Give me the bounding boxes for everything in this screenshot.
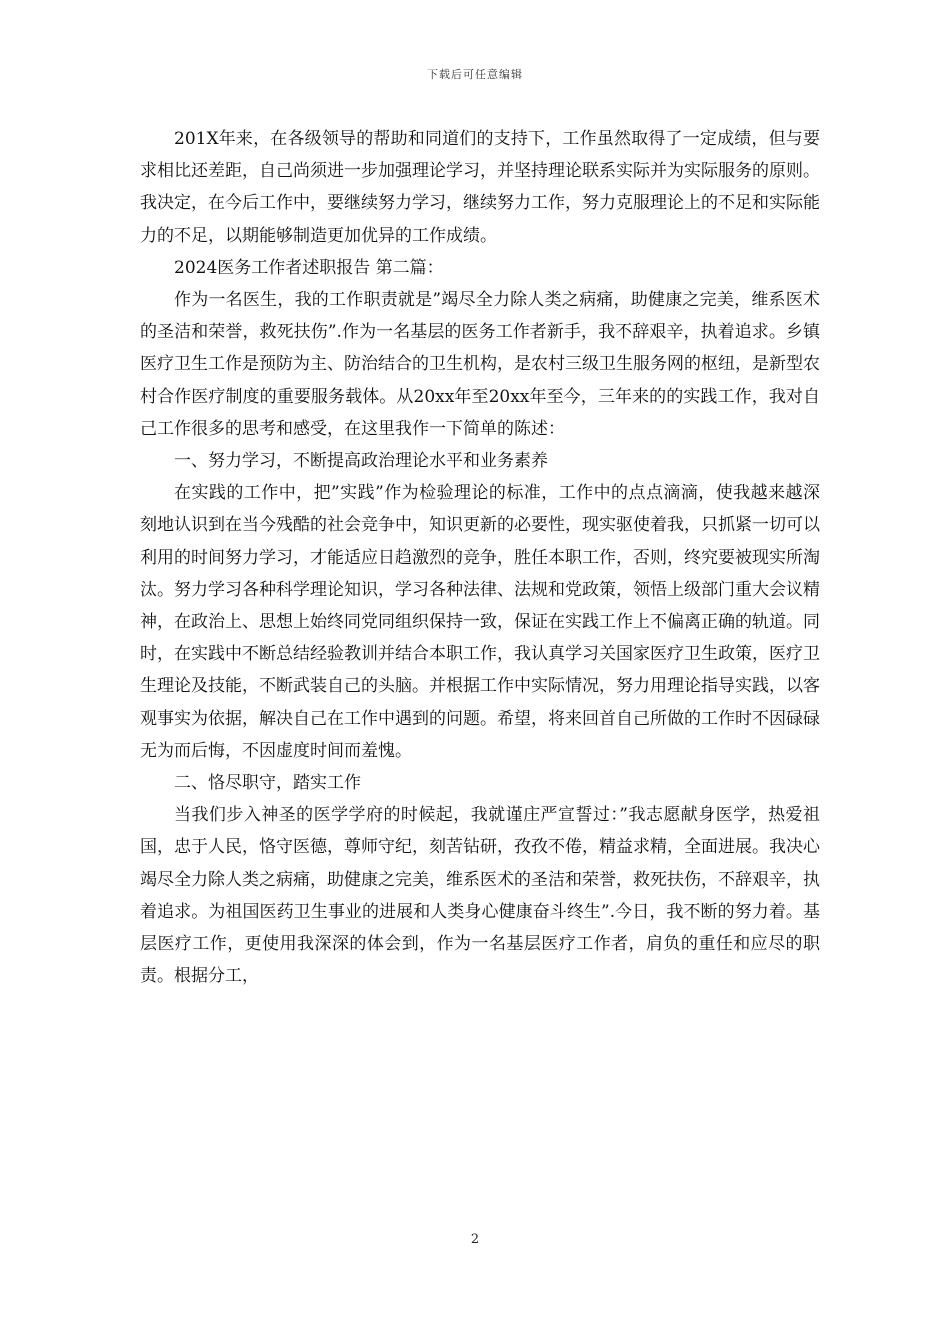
page-number: 2: [470, 1232, 480, 1247]
page-header: 下载后可任意编辑: [427, 68, 523, 81]
document-body: [140, 123, 820, 992]
paragraph-study: 在实践的工作中，把”实践”作为检验理论的标准，工作中的点点滴滴，使我越来越深刻地认识到在当今残酷的社会竞争中，知识更新的必要性，现实驱使着我，只抓紧一切可以利用的时间努力学习，才能适应日趋激烈的竞争，胜任本职工作，否则，终究要被现实所淘汰。努力学习各种科学理论知识，学习各种法律、法规和党政策，领悟上级部门重大会议精神，在政治上、思想上始终同党同组织保持一致，保证在实践工作上不偏离正确的轨道。同时，在实践中不断总结经验教训并结合本职工作，我认真学习关国家医疗卫生政策，医疗卫生理论及技能，不断武装自己的头脑。并根据工作中实际情况，努力用理论指导实践，以客观事实为依据，解决自己在工作中遇到的问题。希望，将来回首自己所做的工作时不因碌碌无为而后悔，不因虚度时间而羞愧。: [140, 483, 820, 761]
heading-two: 二、恪尽职守，踏实工作: [174, 773, 361, 794]
paragraph-duty: 当我们步入神圣的医学学府的时候起，我就谨庄严宣誓过：”我志愿献身医学，热爱祖国，忠于人民，恪守医德，尊师守纪，刻苦钻研，孜孜不倦，精益求精，全面进展。我决心竭尽全力除人类之病痛，助健康之完美，维系医术的圣洁和荣誉，救死扶伤，不辞艰辛，执着追求。为祖国医药卫生事业的进展和人类身心健康奋斗终生”.今日，我不断的努力着。基层医疗工作，更使用我深深的体会到，作为一名基层医疗工作者，肩负的重任和应尽的职责。根据分工，: [140, 805, 820, 987]
paragraph-intro: 作为一名医生，我的工作职责就是”竭尽全力除人类之病痛，助健康之完美，维系医术的圣洁和荣誉，救死扶伤”.作为一名基层的医务工作者新手，我不辞艰辛，执着追求。乡镇医疗卫生工作是预防为主、防治结合的卫生机构，是农村三级卫生服务网的枢纽，是新型农村合作医疗制度的重要服务载体。从20xx年至20xx年至今，三年来的的实践工作，我对自己工作很多的思考和感受，在这里我作一下简单的陈述：: [140, 290, 820, 439]
paragraph-conclusion: 201X年来，在各级领导的帮助和同道们的支持下，工作虽然取得了一定成绩，但与要求相比还差距，自己尚须进一步加强理论学习，并坚持理论联系实际并为实际服务的原则。我决定，在今后工作中，要继续努力学习，继续努力工作，努力克服理论上的不足和实际能力的不足，以期能够制造更加优异的工作成绩。: [140, 129, 820, 246]
heading-one: 一、努力学习，不断提高政治理论水平和业务素养: [174, 451, 548, 472]
section-title: 2024医务工作者述职报告 第二篇：: [174, 257, 444, 278]
